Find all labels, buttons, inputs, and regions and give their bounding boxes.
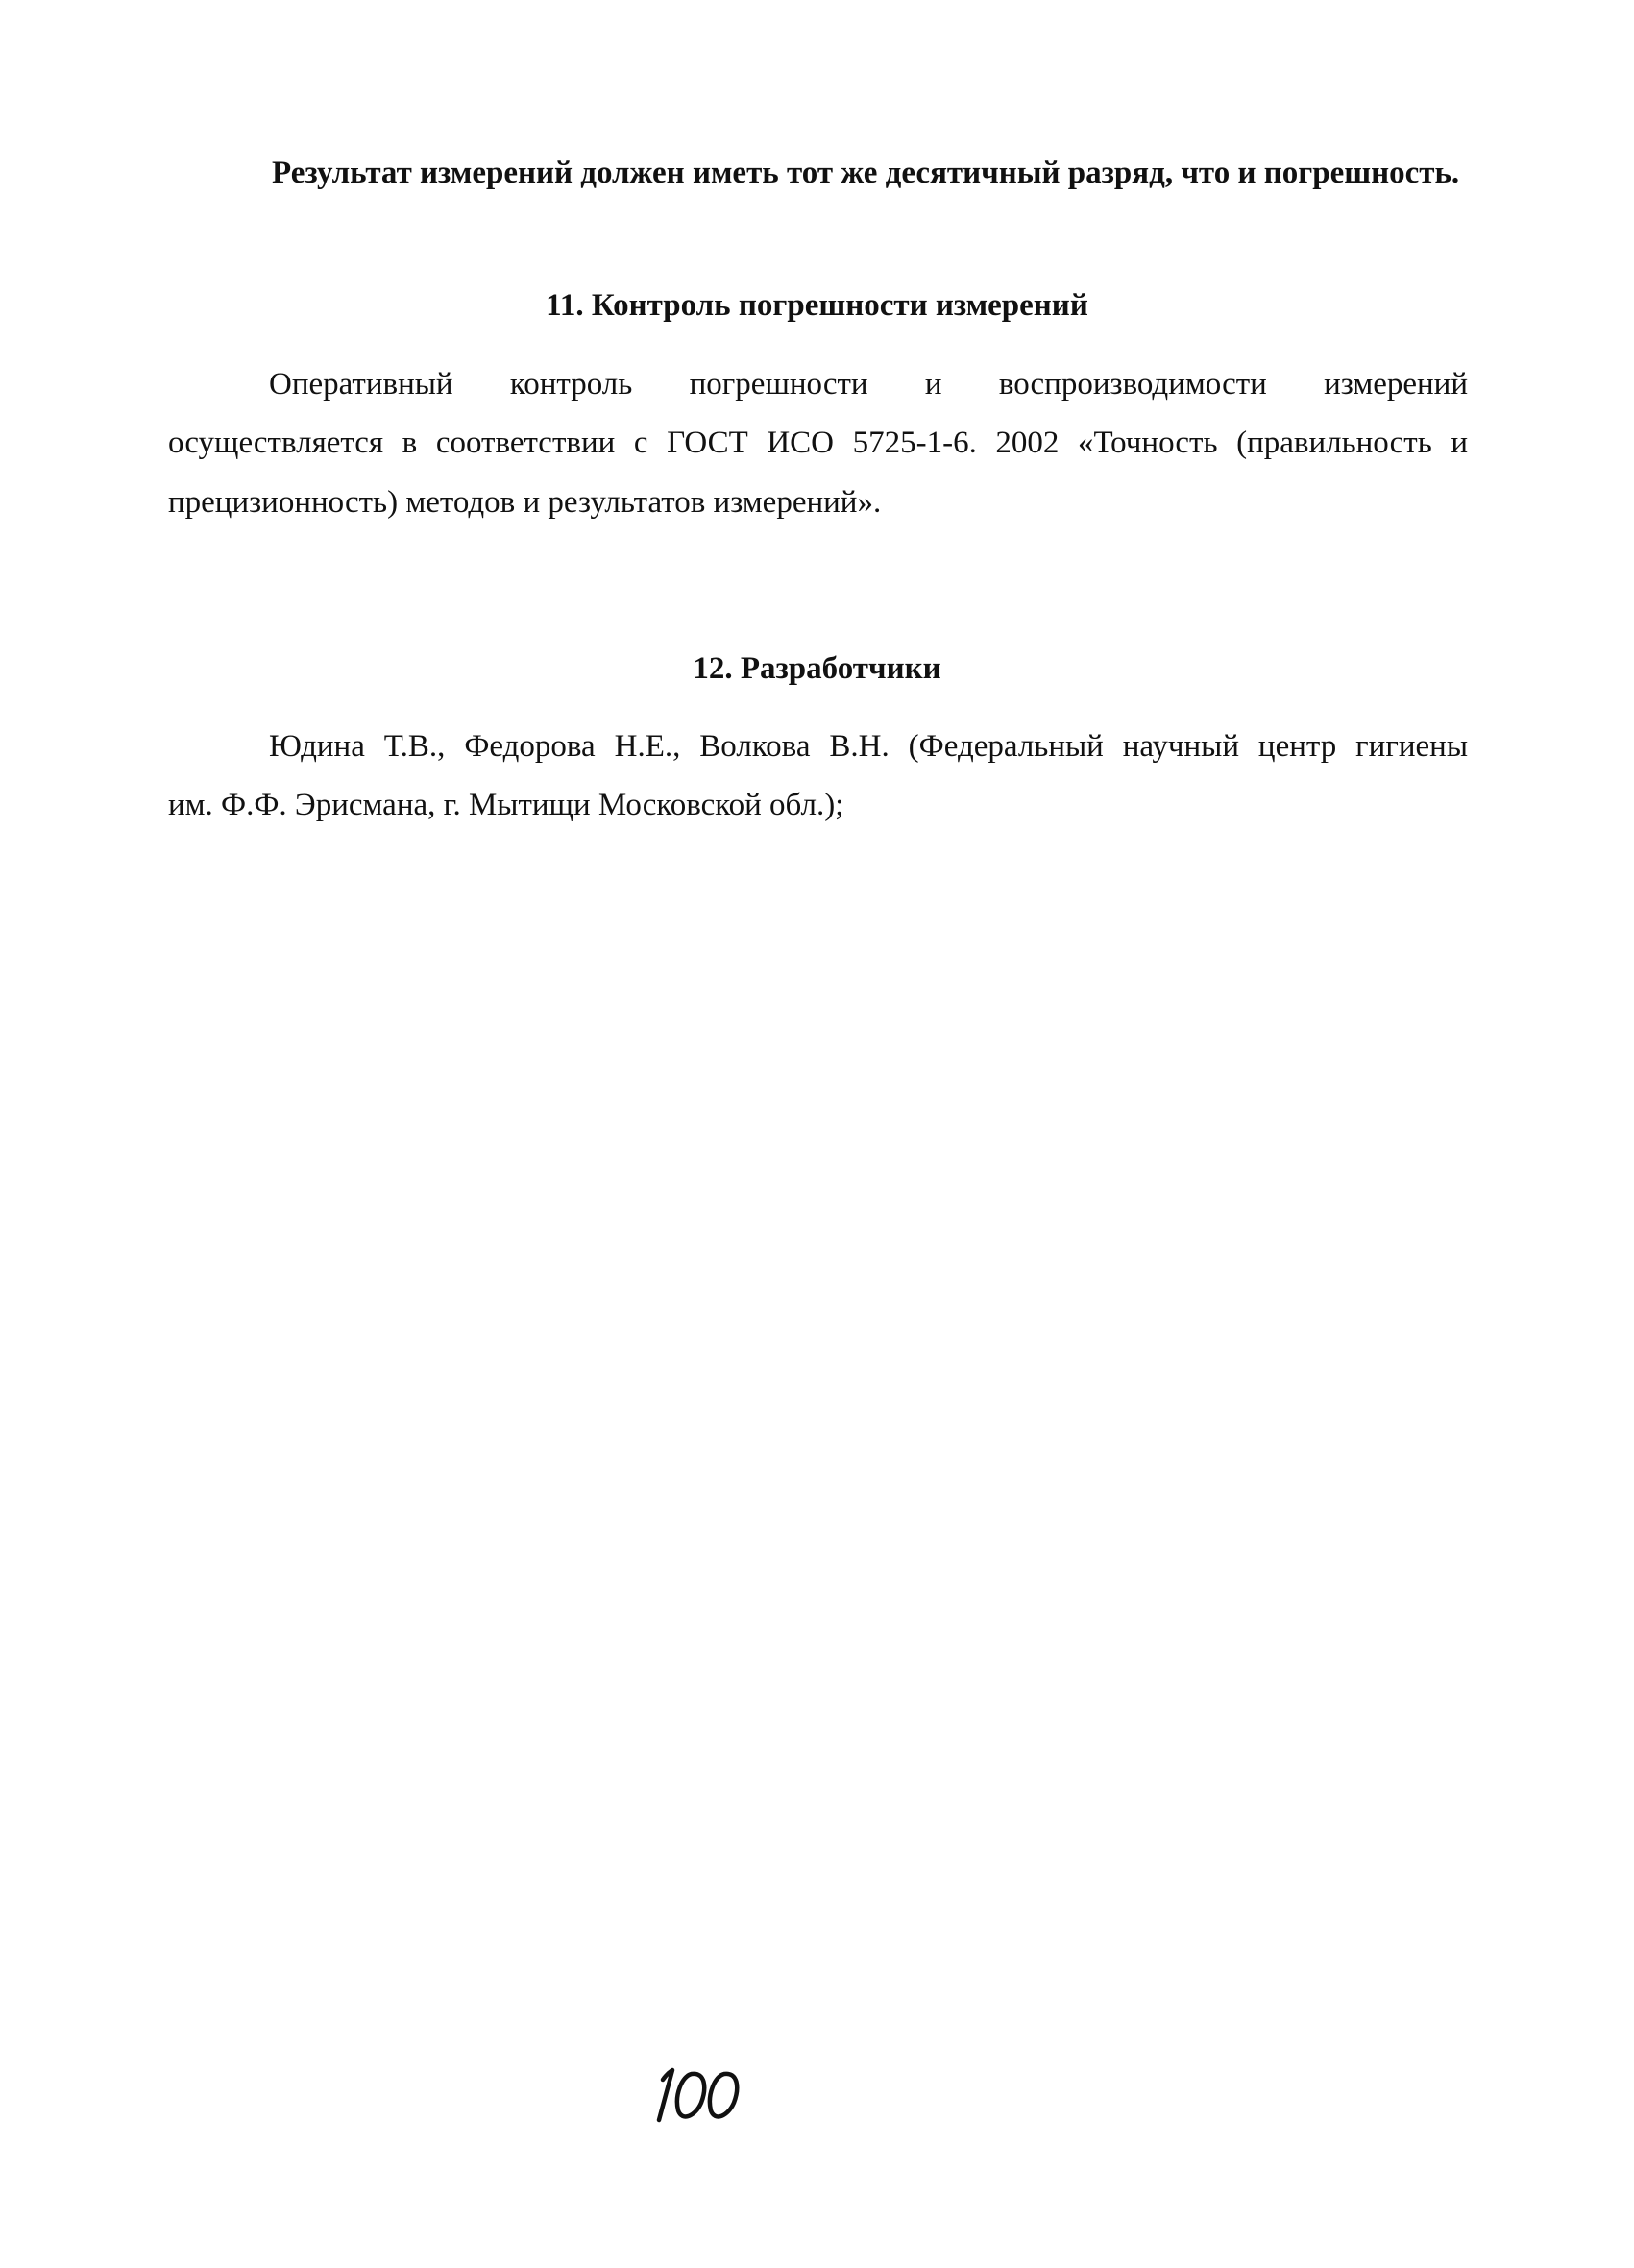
section-11-paragraph-line-1: Оперативный контроль погрешности и воспроизводимости измерений [269,367,1468,402]
section-12-paragraph-line-2: им. Ф.Ф. Эрисмана, г. Мытищи Московской обл.); [168,788,844,822]
section-11-heading: 11. Контроль погрешности измерений [546,288,1088,323]
result-rule-text: Результат измерений должен иметь тот же десятичный разряд, что и погрешность. [272,156,1460,190]
section-12-heading: 12. Разработчики [693,651,941,686]
section-11-paragraph-line-2: осуществляется в соответствии с ГОСТ ИСО 5725-1-6. 2002 «Точность (правильность и [168,426,1468,460]
section-11-paragraph-line-3: прецизионность) методов и результатов измерений». [168,485,882,520]
section-12-paragraph-line-1: Юдина Т.В., Федорова Н.Е., Волкова В.Н. (Федеральный научный центр гигиены [269,729,1468,764]
handwritten-page-number [624,2061,768,2128]
